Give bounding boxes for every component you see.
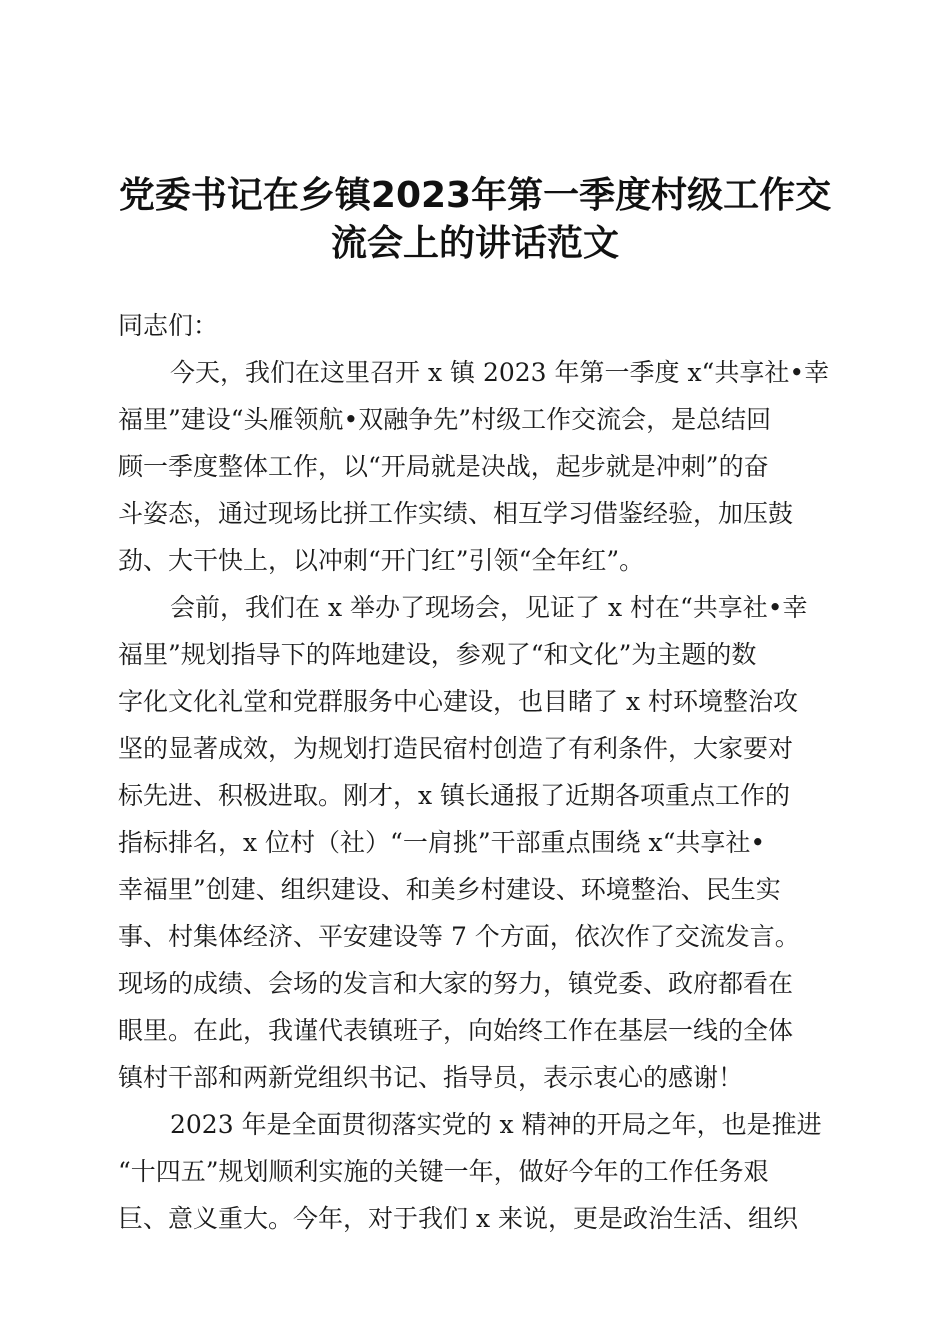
paragraph-line: 镇村干部和两新党组织书记、指导员，表示衷心的感谢！ xyxy=(118,1063,744,1092)
paragraph-line: 2023 年是全面贯彻落实党的 x 精神的开局之年，也是推进 xyxy=(170,1110,822,1139)
document-title xyxy=(100,172,850,268)
paragraph-line: “十四五”规划顺利实施的关键一年，做好今年的工作任务艰 xyxy=(118,1157,769,1186)
paragraph-line: 会前，我们在 x 举办了现场会，见证了 x 村在“共享社•幸 xyxy=(170,593,808,622)
title-line-1: 党委书记在乡镇2023年第一季度村级工作交 xyxy=(118,175,832,216)
paragraph-line: 斗姿态，通过现场比拼工作实绩、相互学习借鉴经验，加压鼓 xyxy=(118,499,794,528)
paragraph-line: 标先进、积极进取。刚才，x 镇长通报了近期各项重点工作的 xyxy=(118,781,791,810)
paragraph-line: 幸福里”创建、组织建设、和美乡村建设、环境整治、民生实 xyxy=(118,875,781,904)
paragraph-line: 福里”规划指导下的阵地建设，参观了“和文化”为主题的数 xyxy=(118,640,757,669)
paragraph-line: 坚的显著成效，为规划打造民宿村创造了有利条件，大家要对 xyxy=(118,734,794,763)
paragraph-line: 巨、意义重大。今年，对于我们 x 来说，更是政治生活、组织 xyxy=(118,1204,798,1233)
title-line-2: 流会上的讲话范文 xyxy=(330,223,619,264)
document-body xyxy=(118,302,838,1242)
paragraph-1 xyxy=(118,349,838,584)
paragraph-3 xyxy=(118,1101,838,1242)
paragraph-2 xyxy=(118,584,838,1101)
salutation: 同志们： xyxy=(118,311,219,340)
paragraph-line: 事、村集体经济、平安建设等 7 个方面，依次作了交流发言。 xyxy=(118,922,800,951)
paragraph-line: 顾一季度整体工作，以“开局就是决战，起步就是冲刺”的奋 xyxy=(118,452,769,481)
paragraph-line: 现场的成绩、会场的发言和大家的努力，镇党委、政府都看在 xyxy=(118,969,794,998)
paragraph-line: 福里”建设“头雁领航•双融争先”村级工作交流会，是总结回 xyxy=(118,405,772,434)
paragraph-line: 指标排名，x 位村（社）“一肩挑”干部重点围绕 x“共享社• xyxy=(118,828,766,857)
paragraph-line: 字化文化礼堂和党群服务中心建设，也目睹了 x 村环境整治攻 xyxy=(118,687,798,716)
paragraph-line: 劲、大干快上，以冲刺“开门红”引领“全年红”。 xyxy=(118,546,645,575)
paragraph-line: 眼里。在此，我谨代表镇班子，向始终工作在基层一线的全体 xyxy=(118,1016,794,1045)
paragraph-line: 今天，我们在这里召开 x 镇 2023 年第一季度 x“共享社•幸 xyxy=(170,358,830,387)
